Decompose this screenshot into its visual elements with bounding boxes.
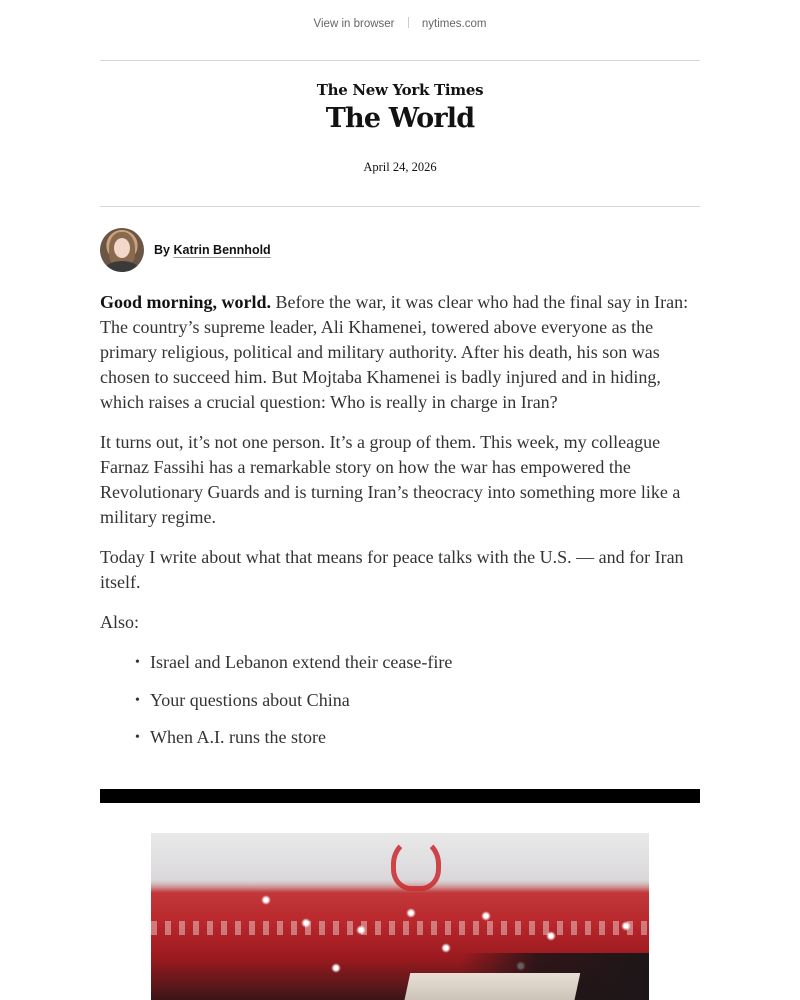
hero-image[interactable] bbox=[151, 833, 649, 1000]
byline-prefix: By bbox=[154, 243, 170, 257]
also-list-item[interactable]: • Israel and Lebanon extend their cease-fire bbox=[135, 650, 700, 675]
masthead-divider bbox=[100, 206, 700, 207]
light-icon bbox=[331, 963, 341, 973]
light-icon bbox=[481, 911, 491, 921]
also-list-item[interactable]: • Your questions about China bbox=[135, 688, 700, 713]
light-icon bbox=[406, 908, 416, 918]
greeting: Good morning, world. bbox=[100, 292, 272, 312]
light-icon bbox=[546, 931, 556, 941]
light-icon bbox=[301, 918, 311, 928]
section-divider-bar bbox=[100, 789, 700, 803]
intro-paragraph bbox=[100, 290, 700, 415]
top-divider bbox=[100, 60, 700, 61]
article-body bbox=[100, 290, 700, 763]
flag-emblem bbox=[391, 837, 441, 891]
intro-text: Before the war, it was clear who had the final say in Iran: The country’s supreme leader, Ali Khamenei, towered above everyone as the primary religious, political and military authority. After his death, his son was chosen to succeed him. But Mojtaba Khamenei is badly injured and in hiding, which raises a crucial question: Who is really in charge in Iran? bbox=[100, 292, 689, 412]
nyt-logo[interactable]: The New York Times bbox=[316, 81, 484, 99]
byline bbox=[100, 228, 271, 272]
also-label: Also: bbox=[100, 612, 140, 632]
issue-date: April 24, 2026 bbox=[363, 160, 437, 174]
bullet-icon: • bbox=[135, 655, 140, 670]
also-list bbox=[100, 650, 700, 750]
building-shape bbox=[402, 973, 581, 1000]
view-in-browser-link[interactable]: View in browser bbox=[313, 18, 395, 30]
light-icon bbox=[441, 943, 451, 953]
also-list-item[interactable]: • When A.I. runs the store bbox=[135, 725, 700, 750]
paragraph-three: Today I write about what that means for peace talks with the U.S. — and for Iran itself. bbox=[100, 547, 684, 592]
bullet-icon: • bbox=[135, 730, 140, 745]
paragraph-two: It turns out, it’s not one person. It’s a group of them. This week, my colleague Farnaz Fassihi has a remarkable story on how the war has empowered the Revolutionary Guards and is turning Iran’s theocracy into something more like a military regime. bbox=[100, 432, 681, 527]
bullet-icon: • bbox=[135, 692, 140, 708]
masthead bbox=[0, 79, 800, 136]
header-link-separator bbox=[408, 17, 409, 28]
author-link[interactable]: Katrin Bennhold bbox=[173, 243, 271, 257]
flag-script bbox=[151, 921, 649, 935]
light-icon bbox=[356, 925, 366, 935]
author-avatar bbox=[100, 228, 144, 272]
newsletter-title: The World bbox=[325, 103, 475, 134]
light-icon bbox=[261, 895, 271, 905]
light-icon bbox=[621, 921, 631, 931]
header-links bbox=[0, 17, 800, 30]
byline-text bbox=[154, 243, 271, 257]
nytimes-site-link[interactable]: nytimes.com bbox=[421, 18, 487, 30]
